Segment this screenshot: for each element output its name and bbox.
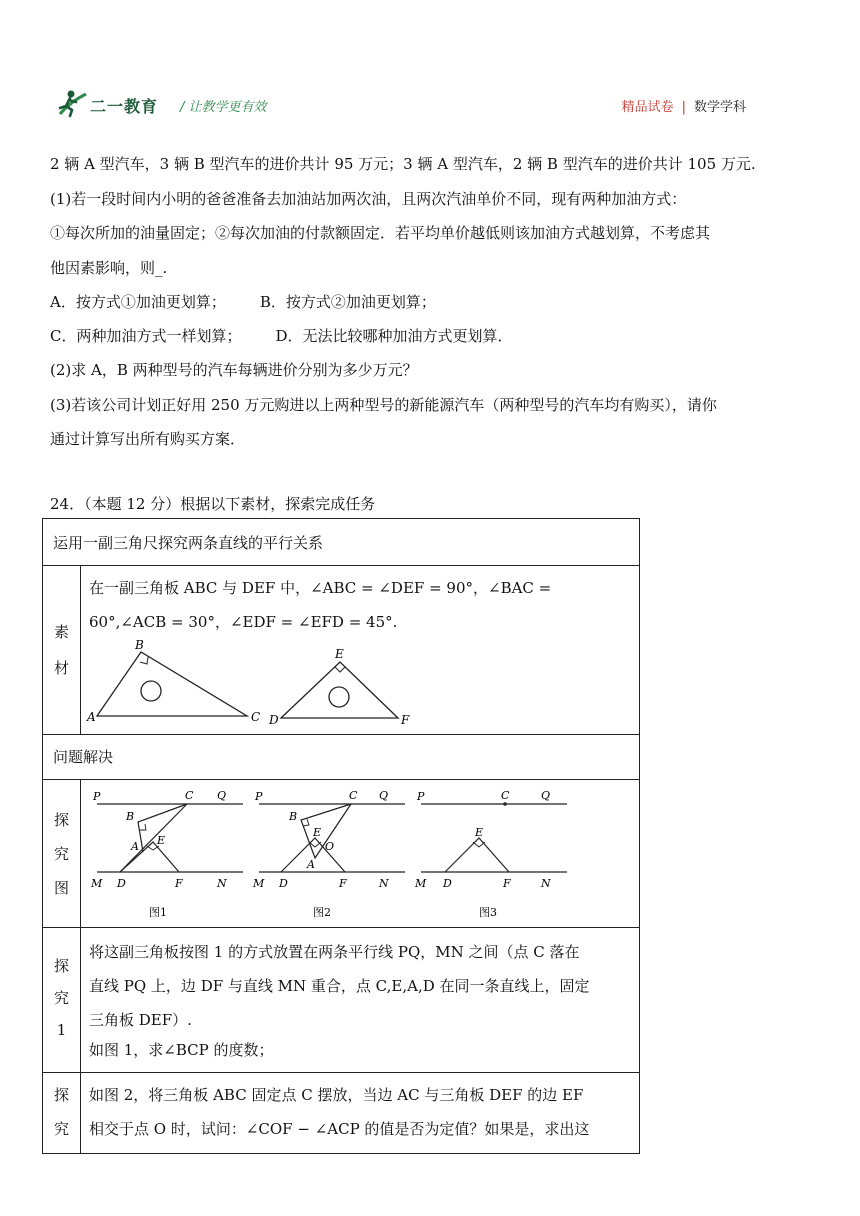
explore-2-line-1: 如图 2，将三角板 ABC 固定点 C 摆放，当边 AC 与三角板 DEF 的边 EF (89, 1086, 584, 1104)
question-1-line-3: 他因素影响，则_. (50, 259, 168, 277)
fig2-label-f: F (339, 877, 347, 890)
question-1-line-2: ①每次所加的油量固定；②每次加油的付款额固定．若平均单价越低则该加油方式越划算，不考虑其 (50, 224, 711, 242)
explore-1-line-3: 三角板 DEF）. (89, 1011, 192, 1029)
fig2-label-c: C (349, 789, 358, 802)
explore-1-label-cell (43, 928, 81, 1072)
page-header (56, 88, 746, 118)
explore-1-row (43, 928, 639, 1073)
explore-2-label-cell (43, 1073, 81, 1153)
fig1-label-f: F (175, 877, 183, 890)
option-b: B．按方式②加油更划算； (259, 293, 436, 311)
explore-1-line-4: 如图 1，求∠BCP 的度数； (89, 1041, 274, 1059)
explore-figures (83, 784, 639, 924)
label-b: B (135, 638, 144, 652)
table-title: 运用一副三角尺探究两条直线的平行关系 (53, 534, 324, 552)
header-right (622, 96, 746, 115)
fig1-label-a: A (131, 840, 139, 853)
fig2-label-o: O (325, 840, 335, 853)
triangle-hole-icon (329, 687, 349, 707)
explore-2-line-2: 相交于点 O 时，试问：∠COF − ∠ACP 的值是否为定值？如果是，求出这 (89, 1120, 590, 1138)
material-line-2: 60°,∠ACB = 30°，∠EDF = ∠EFD = 45°. (89, 613, 398, 631)
question-3-line-1: (3)若该公司计划正好用 250 万元购进以上两种型号的新能源汽车（两种型号的汽车均有购买），请你 (50, 396, 717, 414)
fig3-label-c: C (501, 789, 510, 802)
label-c: C (251, 710, 261, 724)
fig3-label-f: F (503, 877, 511, 890)
header-divider: | (681, 100, 686, 115)
fig3-label-e: E (475, 826, 484, 839)
explore-fig-label-1: 探 (53, 811, 69, 829)
fig1-label-d: D (117, 877, 126, 890)
premium-badge: 精品试卷 (621, 100, 674, 115)
options-row-1 (50, 292, 436, 312)
figure-1 (90, 789, 243, 919)
option-a: A．按方式①加油更划算； (50, 293, 226, 311)
fig2-label-e: E (313, 826, 322, 839)
explore-figures-row (43, 780, 639, 928)
fig2-label-a: A (307, 858, 315, 871)
fig3-label-d: D (443, 877, 452, 890)
fig2-label-m: M (253, 877, 265, 890)
fig2-label-p: P (255, 790, 263, 803)
triangle-def (268, 647, 410, 727)
label-a: A (87, 710, 96, 724)
fig1-label-c: C (185, 789, 194, 802)
fig1-label-p: P (93, 790, 101, 803)
question-3-line-2: 通过计算写出所有购买方案． (50, 430, 246, 448)
fig2-caption: 图2 (313, 906, 331, 919)
explore-2-label-2: 究 (53, 1120, 69, 1138)
explore-1-line-1: 将这副三角板按图 1 的方式放置在两条平行线 PQ，MN 之间（点 C 落在 (89, 943, 580, 961)
slogan: / 让教学更有效 (180, 100, 267, 115)
question-24-title: 24．（本题 12 分）根据以下素材，探索完成任务 (50, 495, 376, 513)
text-line-1: 2 辆 A 型汽车，3 辆 B 型汽车的进价共计 95 万元；3 辆 A 型汽车，2 辆 B 型汽车的进价共计 105 万元. (50, 155, 756, 173)
brand-name: 二一教育 (90, 97, 159, 116)
figure-3 (414, 789, 567, 919)
question-1-line-1: (1)若一段时间内小明的爸爸准备去加油站加两次油，且两次汽油单价不同，现有两种加油方式： (50, 190, 687, 208)
explore-2-row (43, 1073, 639, 1153)
fig3-label-p: P (417, 790, 425, 803)
fig2-label-q: Q (379, 789, 389, 802)
problem-header-row (43, 735, 639, 780)
fig1-label-m: M (91, 877, 103, 890)
explore-figures-label-cell (43, 780, 81, 927)
explore-fig-label-3: 图 (53, 879, 69, 897)
label-d: D (269, 713, 279, 727)
fig1-label-q: Q (217, 789, 227, 802)
triangle-set-figure (85, 638, 625, 732)
explore-2-label-1: 探 (53, 1086, 69, 1104)
fig2-label-d: D (279, 877, 288, 890)
option-c: C．两种加油方式一样划算； (50, 327, 242, 345)
question-2: (2)求 A，B 两种型号的汽车每辆进价分别为多少万元？ (50, 361, 418, 379)
fig1-caption: 图1 (149, 906, 167, 919)
material-line-1: 在一副三角板 ABC 与 DEF 中，∠ABC = ∠DEF = 90°，∠BAC = (89, 579, 552, 597)
figure-2 (252, 789, 405, 919)
table-title-row (43, 519, 639, 566)
material-label-cell (43, 566, 81, 734)
material-label-1: 素 (53, 623, 69, 641)
fig3-label-q: Q (541, 789, 551, 802)
material-row (43, 566, 639, 735)
fig3-label-n: N (541, 877, 551, 890)
options-row-2 (50, 326, 513, 346)
explore-1-line-2: 直线 PQ 上，边 DF 与直线 MN 重合，点 C,E,A,D 在同一条直线上，固定 (89, 977, 590, 995)
triangle-abc (86, 638, 260, 724)
material-label-2: 材 (53, 659, 69, 677)
explore-1-label-3: 1 (56, 1021, 67, 1039)
label-e: E (335, 647, 344, 661)
fig3-label-m: M (415, 877, 427, 890)
explore-fig-label-2: 究 (53, 845, 69, 863)
triangle-hole-icon (141, 681, 161, 701)
option-d: D．无法比较哪种加油方式更划算． (275, 327, 513, 345)
explore-1-label-1: 探 (53, 957, 69, 975)
fig1-label-b: B (126, 810, 135, 823)
task-table (42, 518, 640, 1154)
explore-1-label-2: 究 (53, 989, 69, 1007)
subject-label: 数学学科 (693, 100, 746, 115)
runner-logo-icon (56, 88, 90, 118)
fig3-caption: 图3 (479, 906, 497, 919)
label-f: F (401, 713, 410, 727)
brand-logo (56, 88, 176, 118)
problem-header: 问题解决 (53, 748, 114, 766)
fig1-label-n: N (217, 877, 227, 890)
fig2-label-b: B (289, 810, 298, 823)
fig1-label-e: E (157, 834, 166, 847)
fig2-label-n: N (379, 877, 389, 890)
